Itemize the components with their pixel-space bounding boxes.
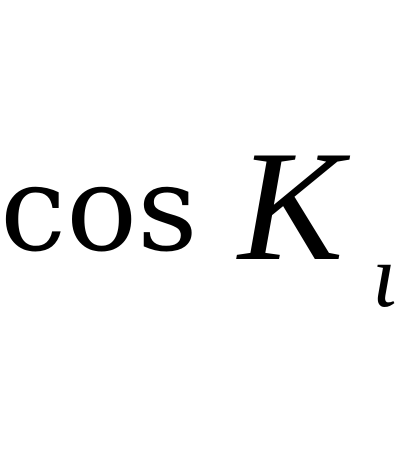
subscript-iota: ι	[372, 227, 398, 326]
cos-function: cos	[0, 140, 198, 278]
variable-k: K	[238, 119, 344, 294]
